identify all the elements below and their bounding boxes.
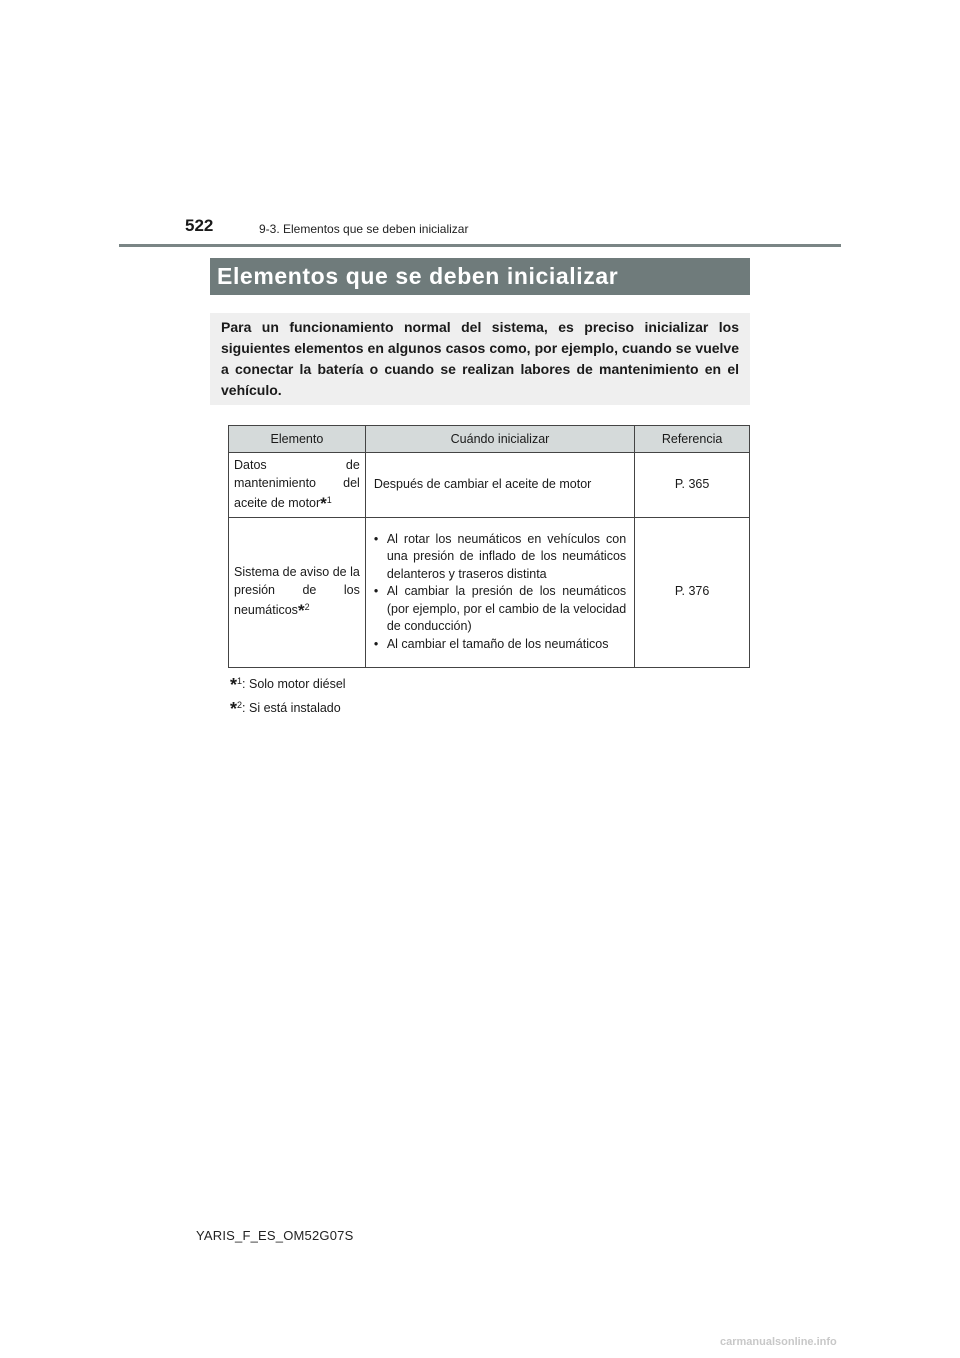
list-item: • Al rotar los neumáticos en vehículos con una presión de inflado de los neumáticos delanteros y traseros distinta: [374, 531, 626, 584]
list-item: • Al cambiar el tamaño de los neumáticos: [374, 636, 626, 654]
footnote-asterisk: *: [320, 494, 327, 513]
list-item: • Al cambiar la presión de los neumáticos (por ejemplo, por el cambio de la velocidad de conducción): [374, 583, 626, 636]
table-header-row: [229, 426, 750, 453]
footnote-number: 1: [326, 495, 332, 505]
intro-box: [210, 313, 750, 405]
footnote-1: [230, 672, 346, 693]
header-elemento: Elemento: [229, 426, 366, 453]
footnote-number: 1: [237, 676, 243, 686]
footnote-asterisk: *: [297, 601, 305, 621]
intro-text: Para un funcionamiento normal del sistema, es preciso inicializar los siguientes elementos en algunos casos como, por ejemplo, cuando se vuelve a conectar la batería o cuando se realizan labores de mantenimiento en el vehículo.: [221, 319, 739, 398]
section-breadcrumb: 9-3. Elementos que se deben inicializar: [259, 222, 469, 236]
footnote-asterisk: *: [230, 699, 238, 719]
watermark: carmanualsonline.info: [720, 1336, 837, 1348]
header-cuando: Cuándo inicializar: [365, 426, 634, 453]
footnote-number: 2: [304, 602, 310, 613]
footnote-number: 2: [237, 700, 243, 710]
footnote-text: : Si está instalado: [242, 701, 341, 715]
table-row: [229, 517, 750, 667]
row1-when: Después de cambiar el aceite de motor: [365, 453, 634, 518]
row2-when-list: [374, 531, 626, 654]
row1-element-cell: [229, 453, 366, 518]
row2-when-cell: [365, 517, 634, 667]
row2-element: Sistema de aviso de la presión de los neumáticos: [234, 565, 360, 618]
page-number: 522: [185, 216, 214, 235]
footnote-2: [230, 696, 341, 717]
table-row: [229, 453, 750, 518]
footnote-asterisk: *: [230, 675, 238, 695]
row1-reference: P. 365: [635, 453, 750, 518]
row1-element: Datos de mantenimiento del aceite de motor: [234, 458, 360, 510]
row2-reference: P. 376: [635, 517, 750, 667]
initialization-table: [228, 425, 750, 668]
footnote-text: : Solo motor diésel: [242, 677, 346, 691]
page-title: Elementos que se deben inicializar: [210, 258, 750, 295]
header-divider: [119, 244, 841, 247]
header-referencia: Referencia: [635, 426, 750, 453]
row2-element-cell: [229, 517, 366, 667]
document-code: YARIS_F_ES_OM52G07S: [196, 1228, 354, 1243]
